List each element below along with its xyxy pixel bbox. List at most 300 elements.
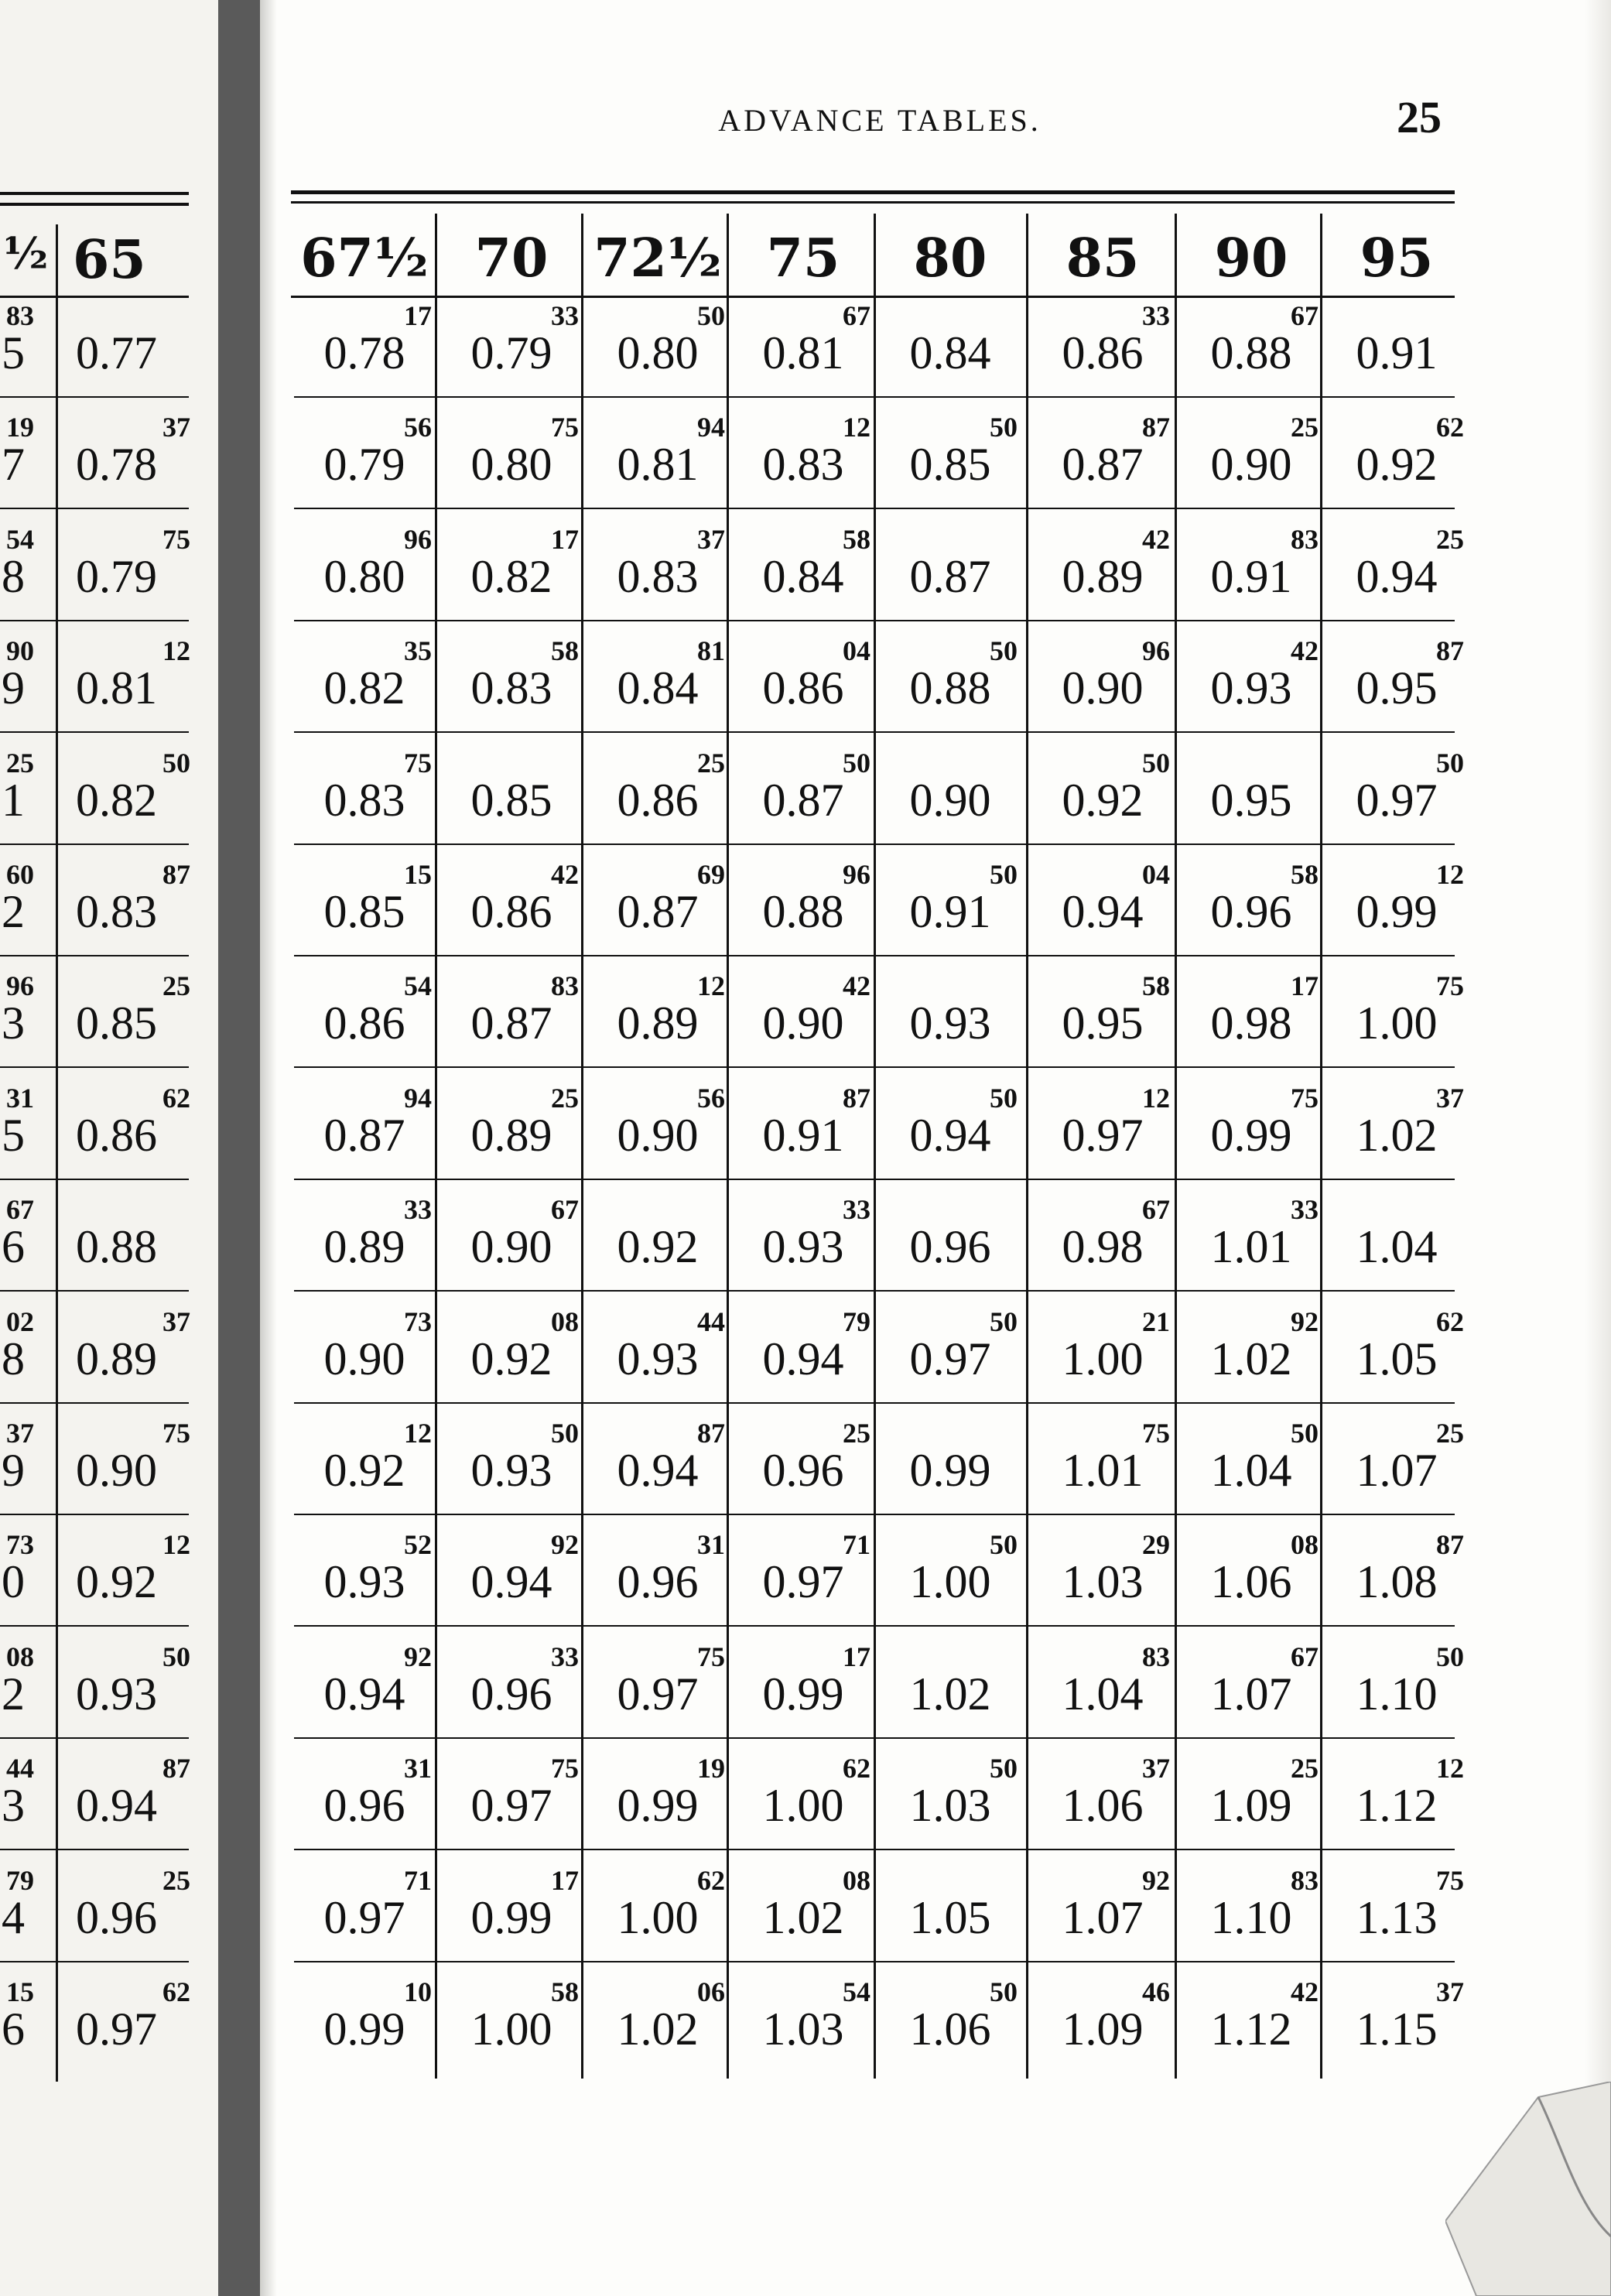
table-cell	[1178, 413, 1325, 498]
column-header: 95	[1360, 228, 1434, 289]
cell-value: 0.79	[470, 327, 552, 378]
cell-fraction: 25	[551, 1082, 579, 1114]
cell-value: 0.88	[762, 886, 844, 937]
table-cell	[438, 1864, 585, 1952]
cell-fraction: 92	[1291, 1305, 1319, 1337]
prev-fraction-right: 87	[162, 859, 190, 890]
cell-value: 0.92	[617, 1221, 699, 1273]
prev-value: 0.97	[76, 2003, 157, 2055]
table-cell	[877, 861, 1024, 946]
cell-fraction: 33	[404, 1194, 432, 1226]
cell-fraction: 33	[1291, 1194, 1319, 1226]
prev-value: 0.77	[76, 327, 157, 378]
cell-value: 0.86	[617, 774, 699, 826]
prev-fraction-left: 02	[6, 1305, 34, 1337]
table-cell	[584, 413, 731, 498]
cell-value: 0.95	[1062, 997, 1144, 1049]
cell-fraction: 50	[990, 1082, 1018, 1114]
prev-fraction-left: 25	[6, 747, 34, 778]
row-separator	[294, 1290, 1455, 1292]
cell-fraction: 31	[697, 1529, 725, 1561]
table-cell	[584, 1419, 731, 1504]
table-cell	[1323, 525, 1470, 611]
table-cell	[1178, 1084, 1325, 1169]
prev-fraction-right: 37	[162, 1305, 190, 1337]
row-separator	[294, 1402, 1455, 1404]
header-rule	[291, 190, 1455, 194]
cell-value: 0.90	[1210, 439, 1292, 491]
table-cell	[584, 1196, 731, 1281]
prev-fraction-right: 37	[162, 412, 190, 443]
cell-fraction: 75	[404, 747, 432, 778]
cell-value: 0.90	[762, 997, 844, 1049]
cell-value: 0.87	[323, 1109, 405, 1161]
table-cell	[730, 1978, 877, 2063]
cell-value: 1.12	[1210, 2003, 1292, 2055]
table-cell	[1178, 1196, 1325, 1281]
cell-fraction: 33	[1142, 300, 1170, 331]
prev-truncated-value: 8	[2, 550, 25, 602]
table-cell	[1178, 1864, 1325, 1952]
cell-value: 0.87	[1062, 439, 1144, 491]
table-cell	[438, 413, 585, 498]
cell-value: 1.00	[762, 1780, 844, 1832]
cell-value: 0.88	[909, 662, 991, 714]
cell-fraction: 46	[1142, 1976, 1170, 2007]
table-cell	[730, 1305, 877, 1393]
table-cell	[1029, 525, 1176, 611]
table-cell	[1178, 1978, 1325, 2063]
prev-fraction-right: 75	[162, 523, 190, 555]
cell-value: 1.13	[1356, 1891, 1438, 1943]
cell-fraction: 87	[697, 1418, 725, 1449]
cell-fraction: 75	[1291, 1082, 1319, 1114]
cell-fraction: 83	[551, 970, 579, 1002]
prev-value: 0.88	[76, 1221, 157, 1273]
table-cell	[291, 1864, 438, 1952]
cell-fraction: 54	[843, 1976, 870, 2007]
cell-value: 1.02	[1356, 1109, 1438, 1161]
prev-row-separator	[0, 1625, 189, 1627]
cell-value: 1.09	[1062, 2003, 1144, 2055]
cell-fraction: 15	[404, 859, 432, 890]
table-cell	[877, 637, 1024, 722]
cell-value: 0.92	[1062, 774, 1144, 826]
prev-value: 0.93	[76, 1668, 157, 1719]
cell-fraction: 50	[1142, 747, 1170, 778]
row-separator	[294, 1625, 1455, 1627]
cell-fraction: 75	[1436, 970, 1464, 1002]
prev-fraction-left: 83	[6, 300, 34, 331]
cell-value: 0.93	[470, 1445, 552, 1496]
prev-header-underline	[0, 296, 189, 298]
cell-fraction: 04	[1142, 859, 1170, 890]
cell-value: 0.93	[762, 1221, 844, 1273]
table-cell	[1323, 861, 1470, 946]
prev-fraction-right: 62	[162, 1082, 190, 1114]
prev-fraction-right: 12	[162, 1529, 190, 1561]
cell-value: 0.99	[617, 1780, 699, 1832]
table-cell	[1178, 972, 1325, 1057]
table-cell	[1029, 749, 1176, 834]
row-separator	[294, 1737, 1455, 1739]
cell-value: 0.96	[1210, 886, 1292, 937]
cell-value: 0.83	[470, 662, 552, 714]
table-cell	[1029, 1419, 1176, 1504]
cell-fraction: 75	[551, 412, 579, 443]
cell-value: 0.82	[323, 662, 405, 714]
table-cell	[730, 1084, 877, 1169]
cell-fraction: 50	[1436, 1641, 1464, 1672]
cell-fraction: 12	[404, 1418, 432, 1449]
cell-value: 1.01	[1210, 1221, 1292, 1273]
cell-fraction: 87	[1142, 412, 1170, 443]
cell-fraction: 50	[990, 412, 1018, 443]
cell-fraction: 25	[697, 747, 725, 778]
cell-fraction: 21	[1142, 1305, 1170, 1337]
cell-fraction: 08	[843, 1864, 870, 1896]
table-cell	[1029, 1643, 1176, 1728]
cell-value: 1.06	[1062, 1780, 1144, 1832]
cell-fraction: 37	[1436, 1976, 1464, 2007]
table-cell	[291, 1084, 438, 1169]
folded-corner	[1445, 2082, 1611, 2296]
cell-value: 0.96	[909, 1221, 991, 1273]
prev-row-separator	[0, 1179, 189, 1180]
table-cell	[730, 525, 877, 611]
table-cell	[584, 1643, 731, 1728]
table-cell	[877, 413, 1024, 498]
cell-fraction: 50	[1291, 1418, 1319, 1449]
table-cell	[730, 302, 877, 387]
cell-value: 1.00	[470, 2003, 552, 2055]
cell-fraction: 17	[843, 1641, 870, 1672]
column-header: 75	[766, 228, 840, 289]
cell-fraction: 58	[1291, 859, 1319, 890]
cell-value: 0.87	[762, 774, 844, 826]
cell-fraction: 42	[1142, 523, 1170, 555]
row-separator	[294, 1961, 1455, 1962]
cell-fraction: 87	[1436, 635, 1464, 667]
table-cell	[291, 302, 438, 387]
table-cell	[584, 1978, 731, 2063]
prev-truncated-value: 4	[2, 1891, 25, 1943]
cell-value: 1.09	[1210, 1780, 1292, 1832]
prev-value: 0.79	[76, 550, 157, 602]
cell-value: 0.87	[909, 550, 991, 602]
running-header: ADVANCE TABLES.	[718, 103, 1042, 138]
table-cell	[291, 1196, 438, 1281]
cell-fraction: 37	[1142, 1753, 1170, 1784]
table-cell	[1029, 413, 1176, 498]
cell-fraction: 08	[551, 1305, 579, 1337]
prev-fraction-right: 50	[162, 1641, 190, 1672]
prev-row-separator	[0, 396, 189, 398]
cell-value: 0.90	[617, 1109, 699, 1161]
prev-row-separator	[0, 1066, 189, 1068]
table-cell	[877, 749, 1024, 834]
cell-fraction: 17	[551, 523, 579, 555]
cell-fraction: 67	[551, 1194, 579, 1226]
column-header: 72½	[593, 228, 722, 289]
table-cell	[1323, 302, 1470, 387]
cell-value: 0.97	[762, 1556, 844, 1608]
table-cell	[438, 1084, 585, 1169]
table-cell	[291, 525, 438, 611]
cell-fraction: 83	[1291, 1864, 1319, 1896]
cell-value: 0.81	[617, 439, 699, 491]
column-header: 90	[1214, 228, 1288, 289]
cell-fraction: 12	[1436, 1753, 1464, 1784]
cell-fraction: 06	[697, 1976, 725, 2007]
cell-value: 0.89	[617, 997, 699, 1049]
table-cell	[877, 1531, 1024, 1616]
table-cell	[1029, 1754, 1176, 1839]
cell-fraction: 42	[551, 859, 579, 890]
table-cell	[438, 1978, 585, 2063]
table-cell	[1178, 525, 1325, 611]
row-separator	[294, 396, 1455, 398]
cell-fraction: 71	[404, 1864, 432, 1896]
cell-value: 0.99	[909, 1445, 991, 1496]
prev-truncated-value: 3	[2, 997, 25, 1049]
prev-header-rule	[0, 203, 189, 206]
table-cell	[438, 1643, 585, 1728]
row-separator	[294, 1179, 1455, 1180]
cell-fraction: 75	[1436, 1864, 1464, 1896]
prev-row-separator	[0, 843, 189, 845]
table-cell	[1323, 1864, 1470, 1952]
cell-value: 0.84	[617, 662, 699, 714]
prev-fraction-left: 73	[6, 1529, 34, 1561]
prev-truncated-value: 5	[2, 1109, 25, 1161]
table-cell	[730, 637, 877, 722]
cell-value: 0.83	[617, 550, 699, 602]
cell-fraction: 94	[404, 1082, 432, 1114]
cell-fraction: 12	[1142, 1082, 1170, 1114]
table-cell	[1323, 1196, 1470, 1281]
table-cell	[584, 749, 731, 834]
table-cell	[730, 972, 877, 1057]
spine-shadow	[260, 0, 277, 2296]
prev-truncated-value: 9	[2, 662, 25, 714]
row-separator	[294, 1066, 1455, 1068]
cell-value: 0.85	[323, 886, 405, 937]
table-cell	[877, 1196, 1024, 1281]
prev-truncated-value: 0	[2, 1556, 25, 1608]
cell-fraction: 42	[843, 970, 870, 1002]
prev-fraction-left: 79	[6, 1864, 34, 1896]
cell-value: 0.86	[1062, 327, 1144, 378]
cell-value: 1.00	[909, 1556, 991, 1608]
cell-fraction: 17	[404, 300, 432, 331]
prev-fraction-left: 67	[6, 1194, 34, 1226]
cell-value: 1.01	[1062, 1445, 1144, 1496]
cell-value: 0.96	[470, 1668, 552, 1719]
prev-column-header-65: 65	[73, 229, 146, 291]
table-cell	[730, 1754, 877, 1839]
cell-fraction: 71	[843, 1529, 870, 1561]
cell-value: 0.78	[323, 327, 405, 378]
cell-fraction: 56	[404, 412, 432, 443]
table-cell	[1178, 1531, 1325, 1616]
row-separator	[294, 1849, 1455, 1850]
table-cell	[1029, 1084, 1176, 1169]
cell-value: 1.02	[617, 2003, 699, 2055]
cell-value: 0.92	[323, 1445, 405, 1496]
cell-value: 0.97	[1062, 1109, 1144, 1161]
table-cell	[438, 1531, 585, 1616]
prev-row-separator	[0, 620, 189, 621]
table-cell	[291, 1419, 438, 1504]
previous-page-fragment	[0, 0, 218, 2296]
table-cell	[877, 972, 1024, 1057]
table-cell	[291, 1305, 438, 1393]
table-cell	[438, 1754, 585, 1839]
table-cell	[291, 1754, 438, 1839]
cell-fraction: 62	[843, 1753, 870, 1784]
table-cell	[1323, 1305, 1470, 1393]
prev-row-separator	[0, 1961, 189, 1962]
cell-value: 0.93	[617, 1333, 699, 1384]
page-edge	[1585, 0, 1611, 2296]
cell-value: 1.08	[1356, 1556, 1438, 1608]
cell-fraction: 92	[1142, 1864, 1170, 1896]
cell-value: 1.07	[1062, 1891, 1144, 1943]
table-cell	[1178, 302, 1325, 387]
cell-fraction: 58	[1142, 970, 1170, 1002]
table-cell	[1029, 1305, 1176, 1393]
cell-value: 0.90	[1062, 662, 1144, 714]
prev-truncated-value: 2	[2, 1668, 25, 1719]
cell-fraction: 50	[551, 1418, 579, 1449]
cell-value: 0.94	[1062, 886, 1144, 937]
table-cell	[438, 861, 585, 946]
cell-fraction: 42	[1291, 635, 1319, 667]
table-cell	[877, 525, 1024, 611]
cell-fraction: 17	[1291, 970, 1319, 1002]
cell-value: 0.90	[323, 1333, 405, 1384]
table-cell	[730, 1643, 877, 1728]
prev-value: 0.83	[76, 886, 157, 937]
prev-fraction-left: 19	[6, 412, 34, 443]
cell-value: 1.03	[1062, 1556, 1144, 1608]
cell-fraction: 62	[1436, 412, 1464, 443]
table-cell	[291, 972, 438, 1057]
prev-truncated-value: 1	[2, 774, 25, 826]
table-cell	[730, 749, 877, 834]
table-cell	[1323, 637, 1470, 722]
cell-fraction: 29	[1142, 1529, 1170, 1561]
cell-value: 1.04	[1210, 1445, 1292, 1496]
cell-value: 0.97	[1356, 774, 1438, 826]
cell-fraction: 79	[843, 1305, 870, 1337]
prev-truncated-value: 5	[2, 327, 25, 378]
cell-value: 0.86	[470, 886, 552, 937]
cell-fraction: 83	[1142, 1641, 1170, 1672]
cell-value: 0.99	[1210, 1109, 1292, 1161]
table-cell	[584, 1084, 731, 1169]
prev-row-separator	[0, 508, 189, 509]
prev-value: 0.82	[76, 774, 157, 826]
cell-value: 0.94	[1356, 550, 1438, 602]
cell-value: 1.10	[1356, 1668, 1438, 1719]
cell-fraction: 08	[1291, 1529, 1319, 1561]
table-cell	[730, 861, 877, 946]
cell-value: 0.89	[470, 1109, 552, 1161]
column-header: 80	[913, 228, 987, 289]
cell-value: 0.89	[323, 1221, 405, 1273]
page-number: 25	[1397, 92, 1442, 142]
cell-fraction: 96	[1142, 635, 1170, 667]
cell-fraction: 58	[843, 523, 870, 555]
cell-fraction: 75	[1142, 1418, 1170, 1449]
table-cell	[1029, 1196, 1176, 1281]
cell-fraction: 17	[551, 1864, 579, 1896]
cell-value: 1.02	[1210, 1333, 1292, 1384]
table-cell	[730, 1531, 877, 1616]
cell-value: 1.15	[1356, 2003, 1438, 2055]
table-cell	[291, 413, 438, 498]
cell-value: 1.00	[617, 1891, 699, 1943]
cell-value: 0.99	[1356, 886, 1438, 937]
table-cell	[584, 525, 731, 611]
cell-fraction: 10	[404, 1976, 432, 2007]
cell-fraction: 25	[843, 1418, 870, 1449]
cell-value: 0.92	[470, 1333, 552, 1384]
cell-value: 0.95	[1356, 662, 1438, 714]
cell-value: 0.93	[1210, 662, 1292, 714]
table-cell	[877, 1305, 1024, 1393]
table-cell	[584, 302, 731, 387]
cell-value: 0.93	[909, 997, 991, 1049]
cell-value: 0.99	[470, 1891, 552, 1943]
column-divider	[1026, 214, 1028, 2079]
cell-value: 0.92	[1356, 439, 1438, 491]
cell-fraction: 62	[697, 1864, 725, 1896]
cell-fraction: 69	[697, 859, 725, 890]
prev-row-separator	[0, 731, 189, 733]
prev-value: 0.94	[76, 1780, 157, 1832]
cell-fraction: 33	[551, 300, 579, 331]
cell-value: 0.91	[1356, 327, 1438, 378]
cell-value: 1.00	[1356, 997, 1438, 1049]
cell-fraction: 19	[697, 1753, 725, 1784]
cell-fraction: 50	[1436, 747, 1464, 778]
cell-value: 0.94	[762, 1333, 844, 1384]
cell-fraction: 67	[843, 300, 870, 331]
table-cell	[291, 1643, 438, 1728]
table-cell	[1323, 1531, 1470, 1616]
table-cell	[291, 1978, 438, 2063]
table-cell	[877, 1084, 1024, 1169]
cell-fraction: 35	[404, 635, 432, 667]
cell-fraction: 73	[404, 1305, 432, 1337]
cell-fraction: 33	[551, 1641, 579, 1672]
prev-fraction-left: 08	[6, 1641, 34, 1672]
cell-fraction: 12	[843, 412, 870, 443]
table-cell	[438, 972, 585, 1057]
cell-value: 1.06	[1210, 1556, 1292, 1608]
cell-value: 1.04	[1062, 1668, 1144, 1719]
cell-value: 0.87	[617, 886, 699, 937]
cell-fraction: 44	[697, 1305, 725, 1337]
cell-value: 0.85	[470, 774, 552, 826]
cell-value: 0.80	[617, 327, 699, 378]
cell-value: 0.93	[323, 1556, 405, 1608]
cell-value: 0.91	[909, 886, 991, 937]
cell-fraction: 87	[1436, 1529, 1464, 1561]
